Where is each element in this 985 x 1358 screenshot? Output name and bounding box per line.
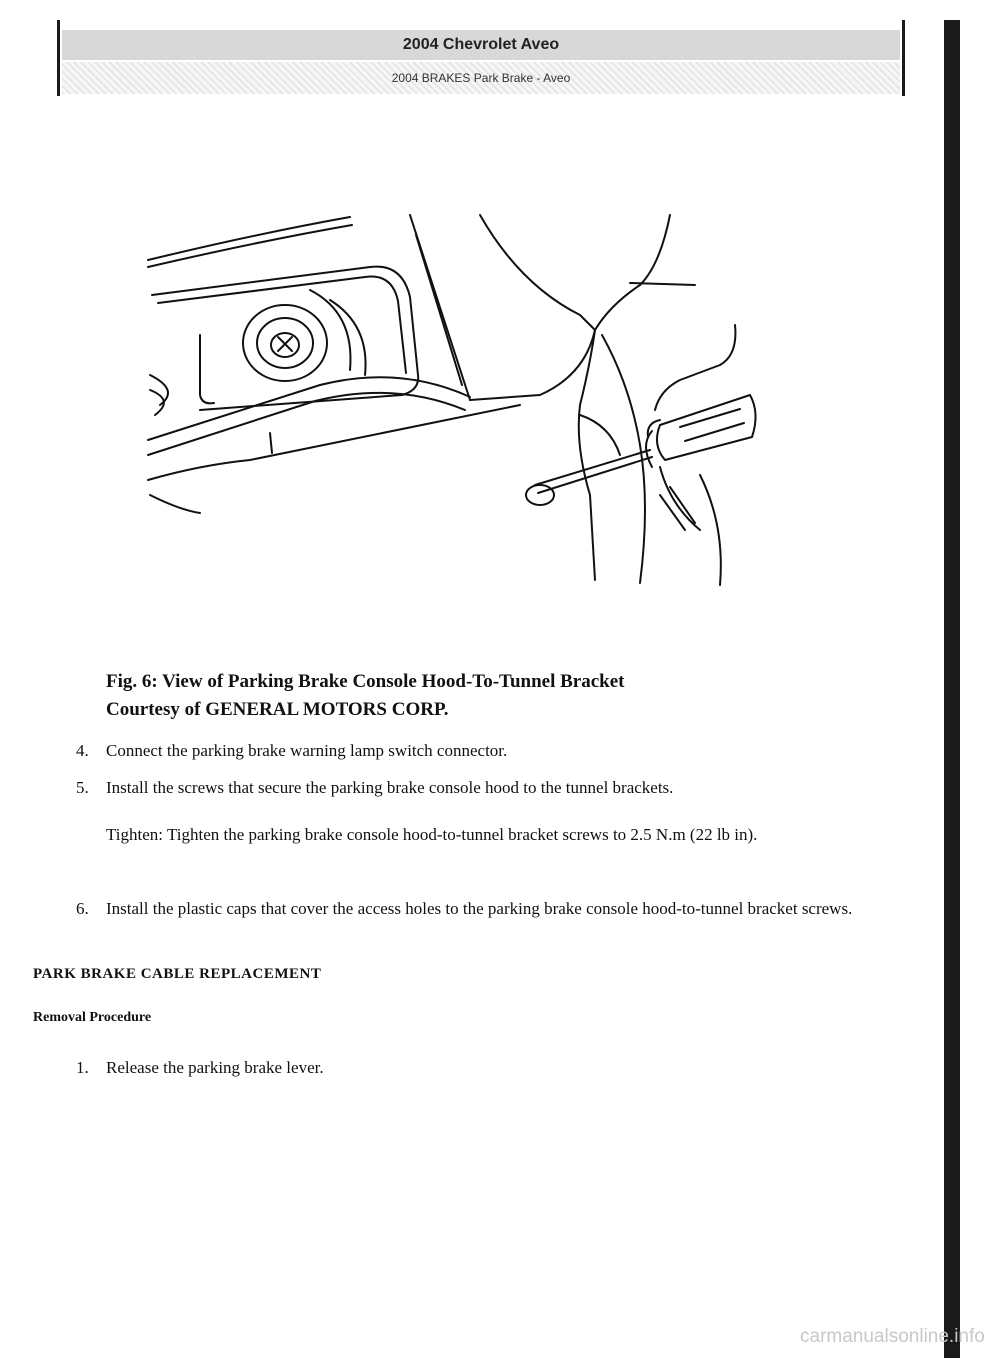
page-edge-bar (944, 20, 960, 1358)
header-right-border (902, 20, 905, 96)
tighten-spec (106, 822, 896, 848)
step-number: 4. (76, 741, 89, 760)
header-left-border (57, 20, 60, 96)
step-text: Connect the parking brake warning lamp switch connector. (106, 741, 508, 760)
watermark: carmanualsonline.info (800, 1326, 985, 1347)
parking-brake-console-illustration (140, 205, 780, 590)
section-heading: PARK BRAKE CABLE REPLACEMENT (33, 966, 322, 982)
step-number: 5. (76, 778, 89, 797)
tighten-text: Tighten the parking brake console hood-to-tunnel bracket screws to 2.5 N.m (22 lb in). (166, 825, 758, 844)
figure-caption (106, 668, 624, 724)
figure-caption-title: Fig. 6: View of Parking Brake Console Hood-To-Tunnel Bracket (106, 671, 625, 692)
step-number: 1. (76, 1058, 89, 1077)
figure-caption-credit: Courtesy of GENERAL MOTORS CORP. (106, 699, 449, 720)
header-subtitle: 2004 BRAKES Park Brake - Aveo (62, 62, 900, 94)
step-number: 6. (76, 899, 89, 918)
step-text: Install the plastic caps that cover the access holes to the parking brake console hood-to-tunnel bracket screws. (106, 899, 853, 918)
step-text: Release the parking brake lever. (106, 1058, 324, 1077)
subsection-heading: Removal Procedure (33, 1010, 152, 1025)
tighten-label: Tighten: (106, 825, 164, 844)
header-title: 2004 Chevrolet Aveo (62, 30, 900, 60)
step-text: Install the screws that secure the parking brake console hood to the tunnel brackets. (106, 778, 674, 797)
